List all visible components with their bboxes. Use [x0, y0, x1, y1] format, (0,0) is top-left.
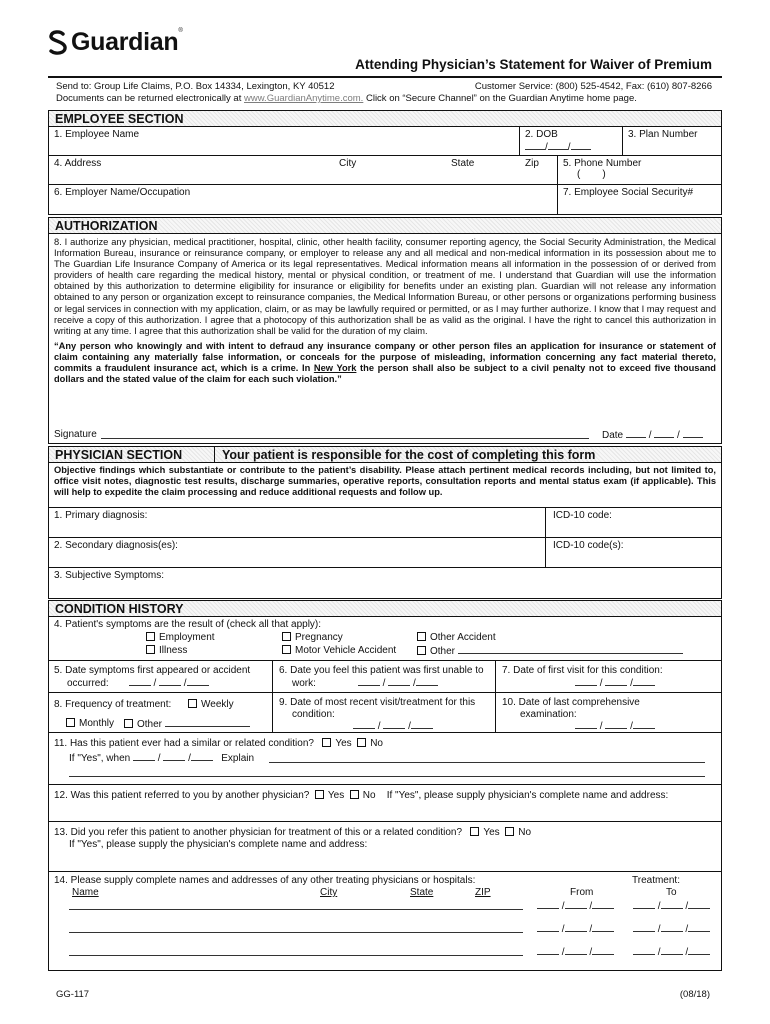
q5-7-row [49, 661, 721, 693]
phone-label: 5. Phone Number [563, 158, 642, 169]
q12-row [49, 785, 721, 822]
to-date-3[interactable]: / / [633, 946, 710, 958]
primary-diagnosis-label: 1. Primary diagnosis: [54, 510, 148, 521]
state-label: State [451, 158, 475, 169]
q13-label: 13. Did you refer this patient to another physician for treatment of this or a related condition? Yes No [54, 827, 532, 838]
from-date-1[interactable]: / / [537, 900, 614, 912]
customer-service: Customer Service: (800) 525-4542, Fax: (610) 807-8266 [474, 81, 712, 92]
form-title: Attending Physician’s Statement for Waiver of Premium [355, 57, 712, 72]
primary-diagnosis-row[interactable] [49, 508, 721, 538]
q11-no-checkbox[interactable] [357, 738, 366, 747]
authorization-text: 8. I authorize any physician, medical practitioner, hospital, clinic, other health facility, consumer reporting agency, the Social Security Administration, the Medical Information Bureau, insurance or reinsurance company, or employer to release any and all medical and non-medical information in its possession about me to The Guardian Life Insurance Company of America or its legal representatives. Medical information means all information in the possession of or derived from providers of health care regarding the medical history, mental or physical condition, or treatment of me. I understand that Guardian will use the information obtained by this authorization to determine eligibility for insurance or eligibility for benefits under an existing plan. Guardian will not release any information obtained to any person or organization except to reinsurance companies, the Medical Information Bureau, or other persons or organizations performing business or legal services in connection with my application, claim, or as may be lawfully required or permitted, or as I may further authorize. I know that I may request and receive a copy of this authorization. I agree that a photocopy of this authorization shall be as valid as the original. I have the right to cancel this authorization in writing at any time. I agree that this authorization shall be valid for the duration of my claim. [54, 237, 716, 336]
q11-when[interactable]: If "Yes", when / / Explain [69, 753, 255, 764]
q10-date[interactable]: / / [575, 720, 655, 732]
employment-checkbox[interactable] [146, 632, 155, 641]
zip-label: Zip [525, 158, 539, 169]
q12-no-checkbox[interactable] [350, 790, 359, 799]
other-option[interactable]: Other [417, 645, 683, 657]
employer-label: 6. Employer Name/Occupation [54, 187, 191, 198]
fraud-warning: “Any person who knowingly and with intent to defraud any insurance company or other person files an application for insurance or statement of claim containing any materially false information, or conceals for the purpose of misleading, information concerning any fact material thereto, commits a fraudulent insurance act, which is a crime. In New York the person shall also be subject to a civil penalty not to exceed five thousand dollars and the stated value of the claim for each such violation.” [54, 340, 716, 385]
dob-label: 2. DOB [525, 129, 558, 140]
physician-line-2[interactable] [69, 932, 523, 933]
authorization-section [48, 217, 722, 444]
ssn-label: 7. Employee Social Security# [563, 187, 694, 198]
employee-section-title: EMPLOYEE SECTION [49, 111, 721, 127]
q4-row [49, 617, 721, 661]
frequency-other-checkbox[interactable] [124, 719, 133, 728]
col-from: From [570, 887, 594, 898]
q7-label: 7. Date of first visit for this condition: [502, 665, 663, 676]
q9-date[interactable]: / / [353, 720, 433, 732]
secondary-diagnosis-label: 2. Secondary diagnosis(es): [54, 540, 178, 551]
physician-section [48, 446, 722, 599]
form-id: GG-117 [56, 989, 90, 1000]
q11-explain-line-2[interactable] [69, 776, 705, 777]
authorization-title: AUTHORIZATION [49, 218, 721, 234]
dob-field[interactable]: / / [525, 141, 591, 153]
mva-option[interactable]: Motor Vehicle Accident [282, 645, 396, 656]
brand-name: Guardian [71, 28, 179, 56]
secondary-diagnosis-row[interactable] [49, 538, 721, 568]
physician-line-3[interactable] [69, 955, 523, 956]
condition-title: CONDITION HISTORY [49, 601, 721, 617]
q10-label: 10. Date of last comprehensive [502, 697, 640, 708]
other-accident-option[interactable]: Other Accident [417, 632, 496, 643]
employee-row-1 [49, 127, 721, 156]
employee-row-2 [49, 156, 721, 185]
q7-date[interactable]: / / [575, 677, 655, 689]
monthly-checkbox[interactable] [66, 718, 75, 727]
subjective-symptoms-label: 3. Subjective Symptoms: [54, 570, 165, 581]
col-zip: ZIP [475, 887, 491, 898]
q12-yes-checkbox[interactable] [315, 790, 324, 799]
q4-label: 4. Patient's symptoms are the result of (check all that apply): [54, 619, 322, 630]
physician-section-header [49, 447, 721, 463]
q11-explain-line[interactable] [269, 762, 705, 763]
signature-date[interactable]: Date / / [602, 429, 703, 441]
form-version: (08/18) [679, 989, 710, 1000]
electronic-note: Documents can be returned electronically at www.GuardianAnytime.com. Click on “Secure Channel” on the Guardian Anytime home page. [56, 93, 637, 104]
to-date-2[interactable]: / / [633, 923, 710, 935]
col-city: City [320, 887, 338, 898]
weekly-checkbox[interactable] [188, 699, 197, 708]
guardian-anytime-link[interactable]: www.GuardianAnytime.com. [244, 93, 364, 104]
guardian-shield-icon [48, 30, 68, 56]
q8-10-row [49, 693, 721, 733]
col-state: State [410, 887, 434, 898]
subjective-symptoms-row[interactable] [49, 568, 721, 598]
icd-code-label: ICD-10 code: [553, 510, 612, 521]
q11-row [49, 733, 721, 785]
phone-area-code[interactable]: ( ) [577, 169, 606, 180]
q9-sub-label: condition: [292, 709, 335, 720]
physician-instructions: Objective findings which substantiate or contribute to the patient’s disability. Please attach pertinent medical records including, but not limited to, office visit notes, diagnostic test results, discharge summaries, operative reports, consultation reports and mental status exam (if applicable). This will help to expedite the claim processing and reduce additional requests and follow up. [49, 463, 721, 508]
illness-checkbox[interactable] [146, 645, 155, 654]
employee-row-3 [49, 185, 721, 214]
weekly-option[interactable]: Weekly [188, 699, 234, 710]
cost-notice: Your patient is responsible for the cost of completing this form [222, 448, 596, 462]
send-to-address: Send to: Group Life Claims, P.O. Box 14334, Lexington, KY 40512 [56, 81, 335, 92]
q6-label: 6. Date you feel this patient was first unable to [279, 665, 484, 676]
physician-line-1[interactable] [69, 909, 523, 910]
title-rule [48, 76, 722, 78]
from-date-2[interactable]: / / [537, 923, 614, 935]
employee-section [48, 110, 722, 215]
q5-date[interactable]: occurred: / / [67, 677, 209, 689]
other-checkbox[interactable] [417, 646, 426, 655]
q13-no-checkbox[interactable] [505, 827, 514, 836]
q13-row [49, 822, 721, 872]
illness-option[interactable]: Illness [146, 645, 187, 656]
from-date-3[interactable]: / / [537, 946, 614, 958]
q9-label: 9. Date of most recent visit/treatment for this [279, 697, 476, 708]
q6-date[interactable]: work: / / [292, 677, 438, 689]
plan-number-label: 3. Plan Number [628, 129, 698, 140]
employee-name-label: 1. Employee Name [54, 129, 140, 140]
to-date-1[interactable]: / / [633, 900, 710, 912]
treatment-label: Treatment: [632, 875, 680, 886]
col-to: To [666, 887, 677, 898]
city-label: City [339, 158, 357, 169]
q8-label: 8. Frequency of treatment: [54, 699, 172, 710]
frequency-other-option[interactable]: Other [124, 718, 250, 730]
mva-checkbox[interactable] [282, 645, 291, 654]
q5-label: 5. Date symptoms first appeared or accident [54, 665, 251, 676]
icd-codes-label: ICD-10 code(s): [553, 540, 624, 551]
q14-row [49, 872, 721, 970]
pregnancy-option[interactable]: Pregnancy [282, 632, 343, 643]
address-label: 4. Address [54, 158, 102, 169]
q11-label: 11. Has this patient ever had a similar or related condition? Yes No [54, 738, 383, 749]
q13-yes-checkbox[interactable] [470, 827, 479, 836]
guardian-logo [48, 28, 182, 57]
other-accident-checkbox[interactable] [417, 632, 426, 641]
q11-yes-checkbox[interactable] [322, 738, 331, 747]
col-name: Name [72, 887, 99, 898]
q12-label: 12. Was this patient referred to you by another physician? Yes No If "Yes", please supply physician's complete name and address: [54, 790, 669, 801]
physician-section-title: PHYSICIAN SECTION [55, 448, 183, 462]
condition-section [48, 600, 722, 971]
signature-line[interactable] [101, 429, 589, 439]
monthly-option[interactable]: Monthly [66, 718, 114, 729]
q13-note: If "Yes", please supply the physician's complete name and address: [69, 839, 368, 850]
q14-label: 14. Please supply complete names and addresses of any other treating physicians or hospitals: [54, 875, 476, 886]
signature-label: Signature [54, 429, 97, 440]
employment-option[interactable]: Employment [146, 632, 215, 643]
pregnancy-checkbox[interactable] [282, 632, 291, 641]
brand-registered: ® [178, 28, 183, 34]
q10-sub-label: examination: [520, 709, 577, 720]
